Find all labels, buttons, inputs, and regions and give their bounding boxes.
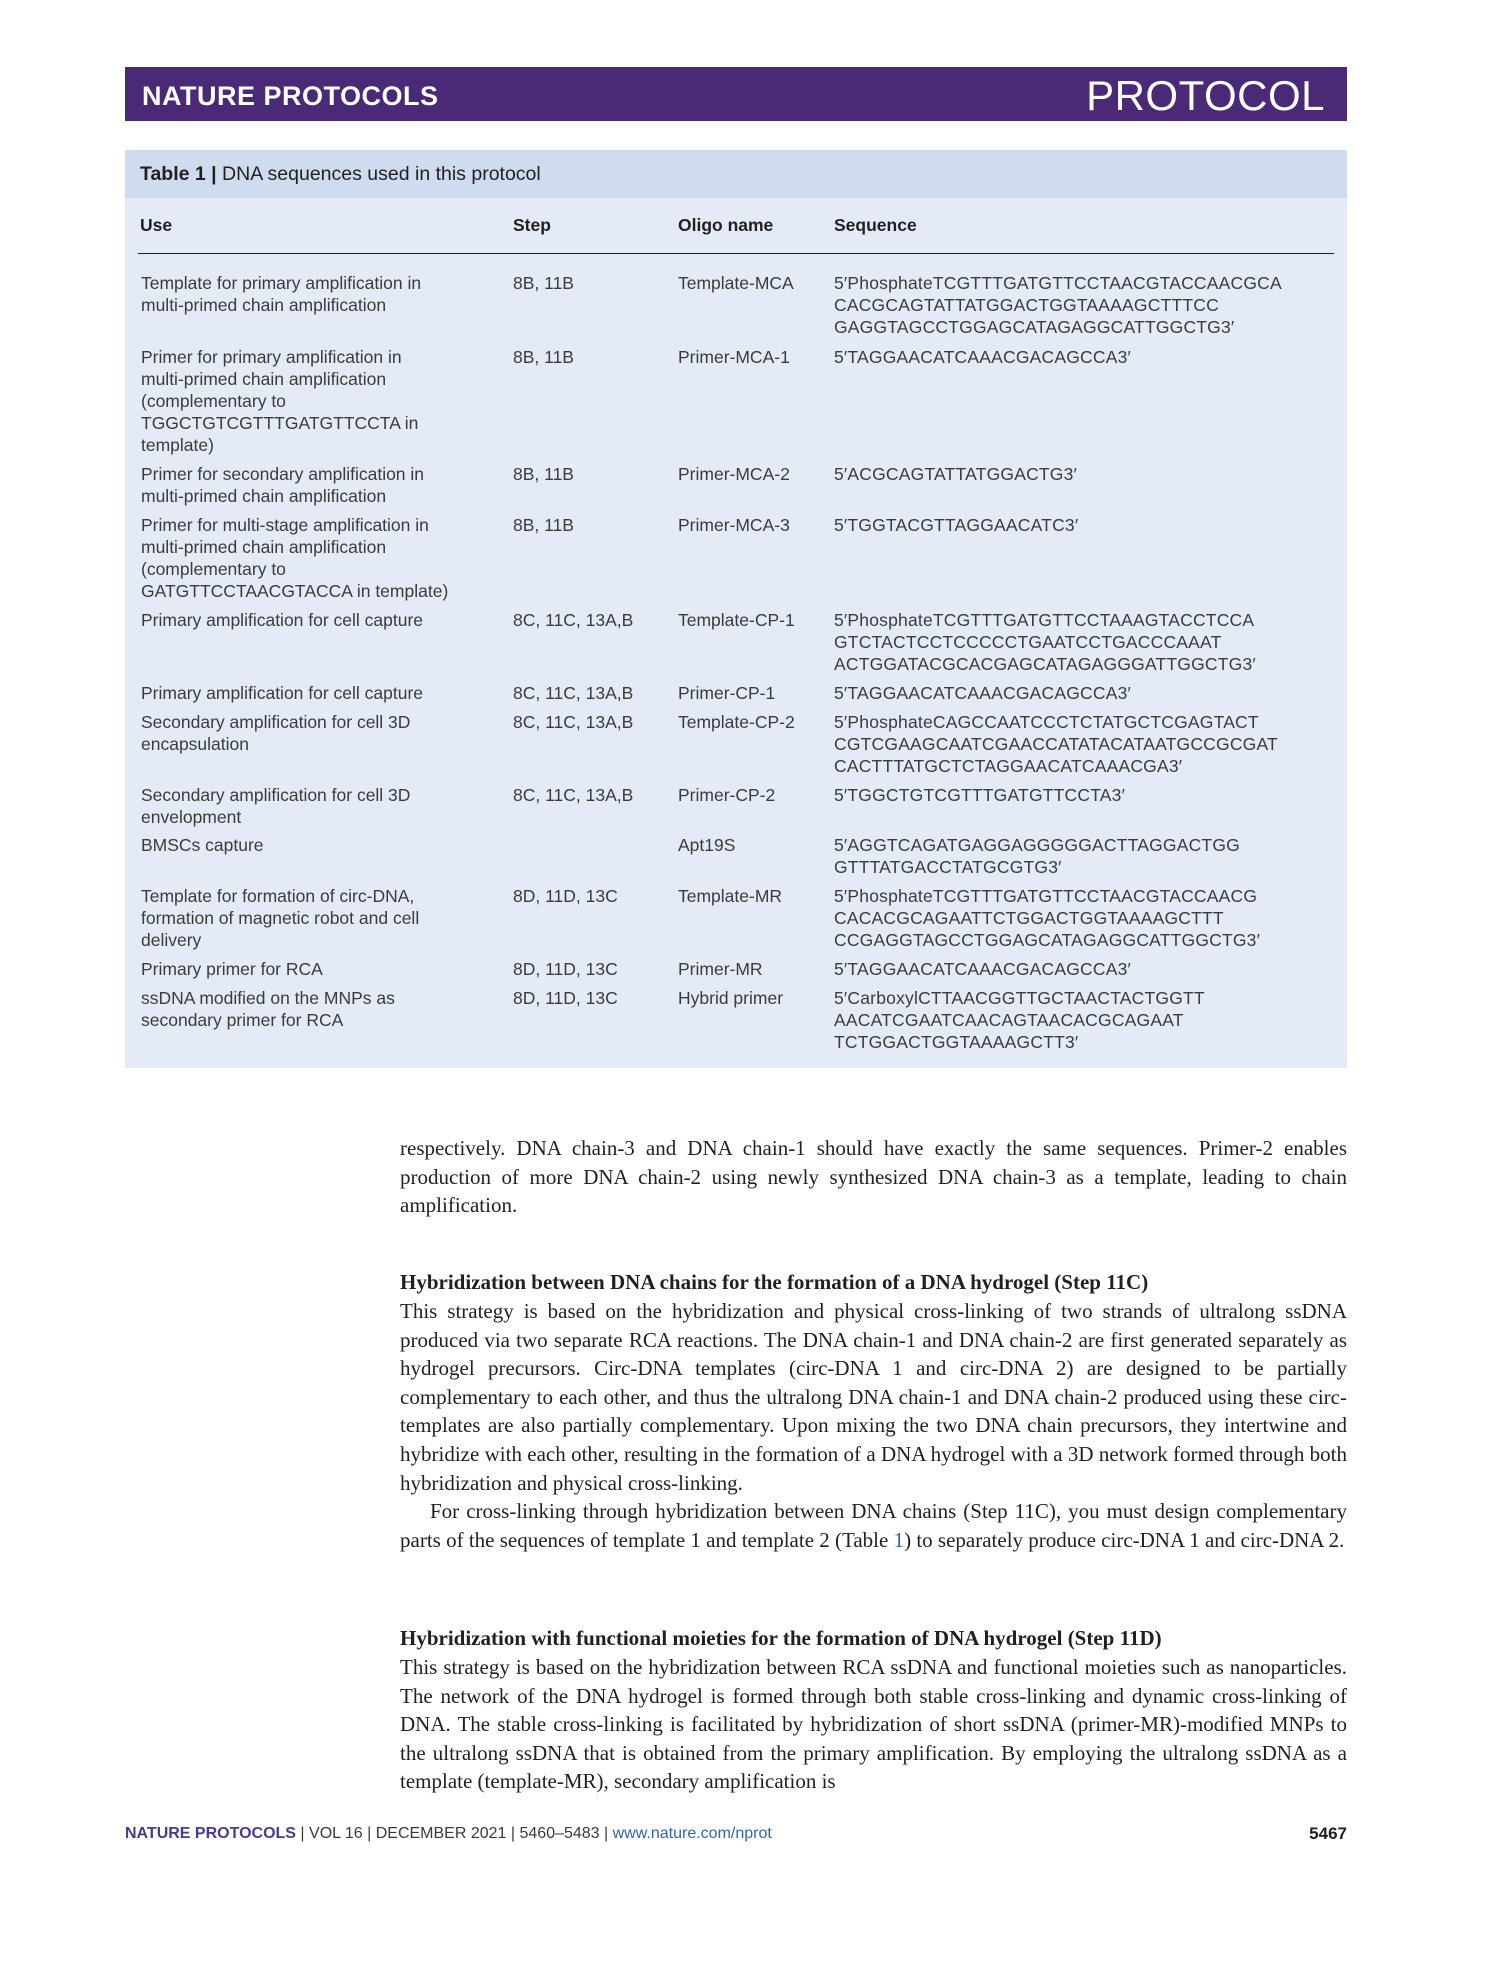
cell-step: 8B, 11B <box>513 515 574 535</box>
cell-step: 8B, 11B <box>513 347 574 367</box>
cell-sequence: 5′TAGGAACATCAAACGACAGCCA3′ <box>834 959 1132 979</box>
cell-use: Template for primary amplification in multi-primed chain amplification <box>141 273 422 315</box>
cell-oligo: Hybrid primer <box>678 988 784 1008</box>
cell-use: Primary amplification for cell capture <box>141 610 424 630</box>
cell-sequence: 5′PhosphateTCGTTTGATGTTCCTAACGTACCAACGCA CACGCAGTATTATGGACTGGTAAAAGCTTTCC GAGGTAGCCTGGAGCATAGAGGCATTGGCTG3′ <box>834 273 1282 337</box>
cell-sequence: 5′TGGCTGTCGTTTGATGTTCCTA3′ <box>834 785 1126 805</box>
section-heading-step-11c: Hybridization between DNA chains for the formation of a DNA hydrogel (Step 11C) <box>400 1270 1149 1294</box>
cell-step: 8D, 11D, 13C <box>513 959 618 979</box>
paragraph-intro: respectively. DNA chain-3 and DNA chain-1 should have exactly the same sequences. Primer-2 enables production of more DNA chain-2 using newly synthesized DNA chain-3 as a template, leading to chain amplification. <box>400 1136 1347 1218</box>
cell-sequence: 5′CarboxylCTTAACGGTTGCTAACTACTGGTT AACATCGAATCAACAGTAACACGCAGAAT TCTGGACTGGTAAAAGCTT3′ <box>834 988 1205 1052</box>
cell-sequence: 5′ACGCAGTATTATGGACTG3′ <box>834 464 1078 484</box>
cell-sequence: 5′PhosphateCAGCCAATCCCTCTATGCTCGAGTACT CGTCGAAGCAATCGAACCATATACATAATGCCGCGAT CACTTTATGCTCTAGGAACATCAAACGA3′ <box>834 712 1278 776</box>
cell-step: 8B, 11B <box>513 464 574 484</box>
document-type: PROTOCOL <box>1086 72 1325 119</box>
cell-use: Template for formation of circ-DNA, formation of magnetic robot and cell delivery <box>141 886 420 950</box>
table-reference-link[interactable]: 1 <box>893 1527 905 1552</box>
cell-use: Primer for secondary amplification in multi-primed chain amplification <box>141 464 425 506</box>
cell-step: 8D, 11D, 13C <box>513 988 618 1008</box>
cell-sequence: 5′TAGGAACATCAAACGACAGCCA3′ <box>834 683 1132 703</box>
cell-oligo: Primer-MCA-3 <box>678 515 790 535</box>
table-label: Table 1 | <box>140 163 217 185</box>
column-header-step: Step <box>513 215 551 235</box>
paragraph-text: ) to separately produce circ-DNA 1 and circ-DNA 2. <box>904 1527 1345 1552</box>
cell-oligo: Template-CP-2 <box>678 712 795 732</box>
cell-oligo: Primer-MCA-2 <box>678 464 790 484</box>
cell-use: Primer for primary amplification in multi-primed chain amplification (complementary to TGGCTGTCGTTTGATGTTCCTA in template) <box>141 347 419 455</box>
cell-sequence: 5′PhosphateTCGTTTGATGTTCCTAAAGTACCTCCA GTCTACTCCTCCCCCTGAATCCTGACCCAAAT ACTGGATACGCACGAGCATAGAGGGATTGGCTG3′ <box>834 610 1256 674</box>
footer-journal: NATURE PROTOCOLS <box>125 1825 296 1842</box>
column-header-sequence: Sequence <box>834 215 917 235</box>
section-heading-step-11d: Hybridization with functional moieties for the formation of DNA hydrogel (Step 11D) <box>400 1626 1162 1650</box>
cell-use: Secondary amplification for cell 3D envelopment <box>141 785 411 827</box>
paragraph-step-11d: This strategy is based on the hybridization between RCA ssDNA and functional moieties such as nanoparticles. The network of the DNA hydrogel is formed through both stable cross-linking and dynamic cross-linking of DNA. The stable cross-linking is facilitated by hybridization of short ssDNA (primer-MR)-modified MNPs to the ultralong ssDNA that is obtained from the primary amplification. By employing the ultralong ssDNA as a template (template-MR), secondary amplification is <box>400 1655 1347 1794</box>
cell-sequence: 5′TAGGAACATCAAACGACAGCCA3′ <box>834 347 1132 367</box>
table-header-rule <box>138 253 1334 254</box>
cell-use: BMSCs capture <box>141 835 264 855</box>
cell-step: 8C, 11C, 13A,B <box>513 610 634 630</box>
cell-oligo: Template-CP-1 <box>678 610 795 630</box>
cell-sequence: 5′PhosphateTCGTTTGATGTTCCTAACGTACCAACG CACACGCAGAATTCTGGACTGGTAAAAGCTTT CCGAGGTAGCCTGGAGCATAGAGGCATTGGCTG3′ <box>834 886 1261 950</box>
footer-citation <box>125 1825 772 1843</box>
paragraph-step-11c: This strategy is based on the hybridization and physical cross-linking of two strands of ultralong ssDNA produced via two separate RCA reactions. The DNA chain-1 and DNA chain-2 are first generated separately as hydrogel precursors. Circ-DNA templates (circ-DNA 1 and circ-DNA 2) are designed to be partially complementary to each other, and thus the ultralong DNA chain-1 and DNA chain-2 produced using these circ-templates are also partially complementary. Upon mixing the two DNA chain precursors, they intertwine and hybridize with each other, resulting in the formation of a DNA hydrogel with a 3D network formed through both hybridization and physical cross-linking. <box>400 1299 1347 1495</box>
cell-step: 8C, 11C, 13A,B <box>513 785 634 805</box>
paragraph-text: For cross-linking through hybridization between DNA chains (Step 11C), you must design complementary parts of the sequences of template 1 and template 2 (Table <box>400 1499 1347 1552</box>
cell-oligo: Primer-MR <box>678 959 763 979</box>
cell-use: Primary amplification for cell capture <box>141 683 424 703</box>
cell-step: 8C, 11C, 13A,B <box>513 683 634 703</box>
cell-sequence: 5′AGGTCAGATGAGGAGGGGGACTTAGGACTGG GTTTATGACCTATGCGTG3′ <box>834 835 1240 877</box>
cell-use: ssDNA modified on the MNPs as secondary primer for RCA <box>141 988 395 1030</box>
cell-use: Secondary amplification for cell 3D encapsulation <box>141 712 411 754</box>
cell-use: Primer for multi-stage amplification in multi-primed chain amplification (complementary to GATGTTCCTAACGTACCA in template) <box>141 515 449 601</box>
journal-name: NATURE PROTOCOLS <box>142 81 439 111</box>
paragraph-step-11c-design <box>400 1497 1347 1554</box>
cell-oligo: Primer-CP-2 <box>678 785 776 805</box>
cell-oligo: Apt19S <box>678 835 736 855</box>
cell-step: 8C, 11C, 13A,B <box>513 712 634 732</box>
cell-sequence: 5′TGGTACGTTAGGAACATC3′ <box>834 515 1079 535</box>
footer-volume-info: | VOL 16 | DECEMBER 2021 | 5460–5483 | <box>295 1825 613 1842</box>
page-number: 5467 <box>1309 1824 1347 1843</box>
table-caption <box>125 150 1347 198</box>
table-title: DNA sequences used in this protocol <box>216 163 541 185</box>
cell-oligo: Primer-CP-1 <box>678 683 776 703</box>
cell-oligo: Primer-MCA-1 <box>678 347 790 367</box>
cell-oligo: Template-MR <box>678 886 783 906</box>
column-header-oligo-name: Oligo name <box>678 215 774 235</box>
footer-url-link[interactable]: www.nature.com/nprot <box>612 1825 772 1842</box>
cell-step: 8B, 11B <box>513 273 574 293</box>
cell-use: Primary primer for RCA <box>141 959 323 979</box>
journal-header-bar <box>125 67 1347 121</box>
cell-oligo: Template-MCA <box>678 273 794 293</box>
column-header-use: Use <box>140 215 173 235</box>
cell-step: 8D, 11D, 13C <box>513 886 618 906</box>
